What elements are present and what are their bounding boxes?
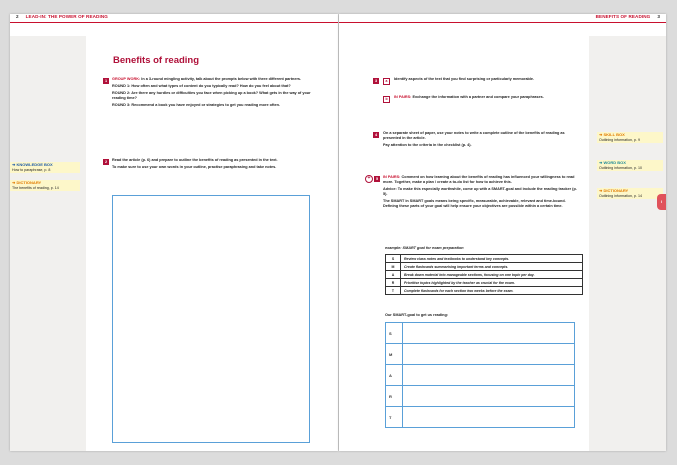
round-2: ROUND 2: Are there any hurdles or difficulties you face when picking up a book? What gets in the way of your reading time? xyxy=(112,91,311,101)
exercise-3b xyxy=(394,95,584,102)
in-pairs-tag-3b: IN PAIRS: xyxy=(394,95,412,99)
exercise-3b-text: Exchange the information with a partner and compare your paraphrases. xyxy=(412,95,544,99)
smart-goal-input[interactable] xyxy=(403,323,575,344)
exercise-3b-label: b xyxy=(383,96,390,103)
page-title: Benefits of reading xyxy=(113,55,200,66)
right-running-header xyxy=(596,14,660,19)
smart-example-text: Prioritise topics highlighted by the teacher as crucial for the exam. xyxy=(401,279,583,287)
smart-goal-letter: S xyxy=(386,323,403,344)
smart-goal-row xyxy=(386,344,575,365)
smart-goal-letter: M xyxy=(386,344,403,365)
smart-goal-letter: T xyxy=(386,407,403,428)
outline-notes-box[interactable] xyxy=(112,195,310,443)
smart-goal-input[interactable] xyxy=(403,344,575,365)
smart-goal-row xyxy=(386,386,575,407)
smart-example-row xyxy=(386,279,583,287)
exercise-4-text-2: Pay attention to the criteria in the checklist (p. 4). xyxy=(383,143,472,148)
exercise-number-1: 1 xyxy=(104,79,108,83)
smart-example-row xyxy=(386,263,583,271)
smart-example-text: Break down material into manageable sections, focusing on one topic per day. xyxy=(401,271,583,279)
smart-example-text: Complete flashcards for each section two weeks before the exam. xyxy=(401,287,583,295)
plus-icon: + xyxy=(365,175,373,183)
smart-letter: T xyxy=(386,287,401,295)
smart-letter: M xyxy=(386,263,401,271)
round-3: ROUND 3: Recommend a book you have enjoyed or strategies to get you reading more often. xyxy=(112,103,280,108)
exercise-5 xyxy=(383,175,581,212)
right-header-title: BENEFITS OF READING xyxy=(595,14,651,19)
smart-example-row xyxy=(386,271,583,279)
smart-goal-letter: R xyxy=(386,386,403,407)
round-1: ROUND 1: How often and what types of content do you typically read? How do you feel about that? xyxy=(112,84,291,89)
arrow-icon: ➜ xyxy=(12,180,16,185)
dictionary-text-left: The benefits of reading, p. 14 xyxy=(12,185,59,190)
arrow-icon: ➜ xyxy=(599,160,603,165)
knowledge-box-title: KNOWLEDGE BOX xyxy=(16,162,53,167)
left-header-rule xyxy=(10,22,338,23)
smart-example-text: Create flashcards summarising important terms and concepts. xyxy=(401,263,583,271)
smart-goal-row xyxy=(386,323,575,344)
exercise-4 xyxy=(383,131,583,150)
smart-example-table xyxy=(385,254,583,295)
dictionary-text-right: Outlining information, p. 14 xyxy=(599,193,642,198)
exercise-number-2: 2 xyxy=(104,160,108,164)
chapter-tab-marker[interactable]: I xyxy=(657,194,666,210)
left-header-title: LEAD-IN: THE POWER OF READING xyxy=(25,14,108,19)
exercise-3a xyxy=(394,77,584,84)
exercise-2 xyxy=(112,158,308,172)
left-page xyxy=(10,14,338,451)
exercise-3a-label: a xyxy=(383,78,390,85)
exercise-3a-text: Identify aspects of the text that you find surprising or particularly memorable. xyxy=(394,77,535,81)
word-box-title: WORD BOX xyxy=(603,160,626,165)
right-page-number: 3 xyxy=(657,14,660,19)
right-header-rule xyxy=(339,22,666,23)
group-work-tag: GROUP WORK: xyxy=(112,77,141,81)
word-box-text: Outlining information, p. 10 xyxy=(599,165,642,170)
exercise-5-text-1: Comment on how learning about the benefits of reading has influenced your willingness to read more. Together, make a plan / create a to-do list for how to achieve this. xyxy=(383,175,575,185)
example-caption: example: SMART goal for exam preparation xyxy=(385,246,464,250)
knowledge-box-text: How to paraphrase, p. 8 xyxy=(12,167,51,172)
exercise-5-smart-definition: The SMART in SMART goals means being specific, measurable, achievable, relevant and time-bound. Defining these parts of your goal will help ensure your objectives are possible within a certain time. xyxy=(383,199,566,209)
skill-box-title: SKILL BOX xyxy=(603,132,625,137)
exercise-1 xyxy=(112,77,312,110)
smart-letter: R xyxy=(386,279,401,287)
exercise-2-text-2: To make sure to use your own words in your outline, practise paraphrasing and take notes. xyxy=(112,165,277,170)
exercise-number-4: 4 xyxy=(374,133,378,137)
exercise-1-intro: In a 3-round mingling activity, talk about the prompts below with three different partners. xyxy=(141,77,302,81)
knowledge-box-ref[interactable] xyxy=(10,162,80,173)
smart-goal-input[interactable] xyxy=(403,407,575,428)
smart-goal-table xyxy=(385,322,575,428)
left-margin-column xyxy=(10,36,86,451)
smart-example-row xyxy=(386,287,583,295)
smart-goal-row xyxy=(386,407,575,428)
arrow-icon: ➜ xyxy=(12,162,16,167)
smart-goal-row xyxy=(386,365,575,386)
dictionary-title-right: DICTIONARY xyxy=(603,188,629,193)
arrow-icon: ➜ xyxy=(599,188,603,193)
in-pairs-tag-5: IN PAIRS: xyxy=(383,175,401,179)
arrow-icon: ➜ xyxy=(599,132,603,137)
dictionary-ref-right[interactable] xyxy=(597,188,663,199)
smart-goal-input[interactable] xyxy=(403,365,575,386)
smart-example-row xyxy=(386,255,583,263)
smart-goal-input[interactable] xyxy=(403,386,575,407)
exercise-number-3: 3 xyxy=(374,79,378,83)
smart-letter: A xyxy=(386,271,401,279)
goal-caption: Our SMART-goal to get us reading: xyxy=(385,313,449,317)
skill-box-text: Outlining information, p. 9 xyxy=(599,137,640,142)
exercise-number-5: 5 xyxy=(375,177,379,181)
exercise-5-advice: Advice: To make this especially worthwhile, come up with a SMART-goal and include the reading tracker (p. 5). xyxy=(383,187,577,197)
skill-box-ref[interactable] xyxy=(597,132,663,143)
left-running-header xyxy=(16,14,108,19)
right-margin-column xyxy=(589,36,666,451)
dictionary-ref-left[interactable] xyxy=(10,180,80,191)
dictionary-title-left: DICTIONARY xyxy=(16,180,42,185)
smart-example-text: Review class notes and textbooks to understand key concepts. xyxy=(401,255,583,263)
smart-letter: S xyxy=(386,255,401,263)
exercise-4-text-1: On a separate sheet of paper, use your notes to write a complete outline of the benefits of reading as presented in the article. xyxy=(383,131,565,141)
word-box-ref[interactable] xyxy=(597,160,663,171)
smart-goal-letter: A xyxy=(386,365,403,386)
right-page xyxy=(339,14,666,451)
exercise-2-text-1: Read the article (p. 6) and prepare to outline the benefits of reading as presented in the text. xyxy=(112,158,278,162)
left-page-number: 2 xyxy=(16,14,19,19)
